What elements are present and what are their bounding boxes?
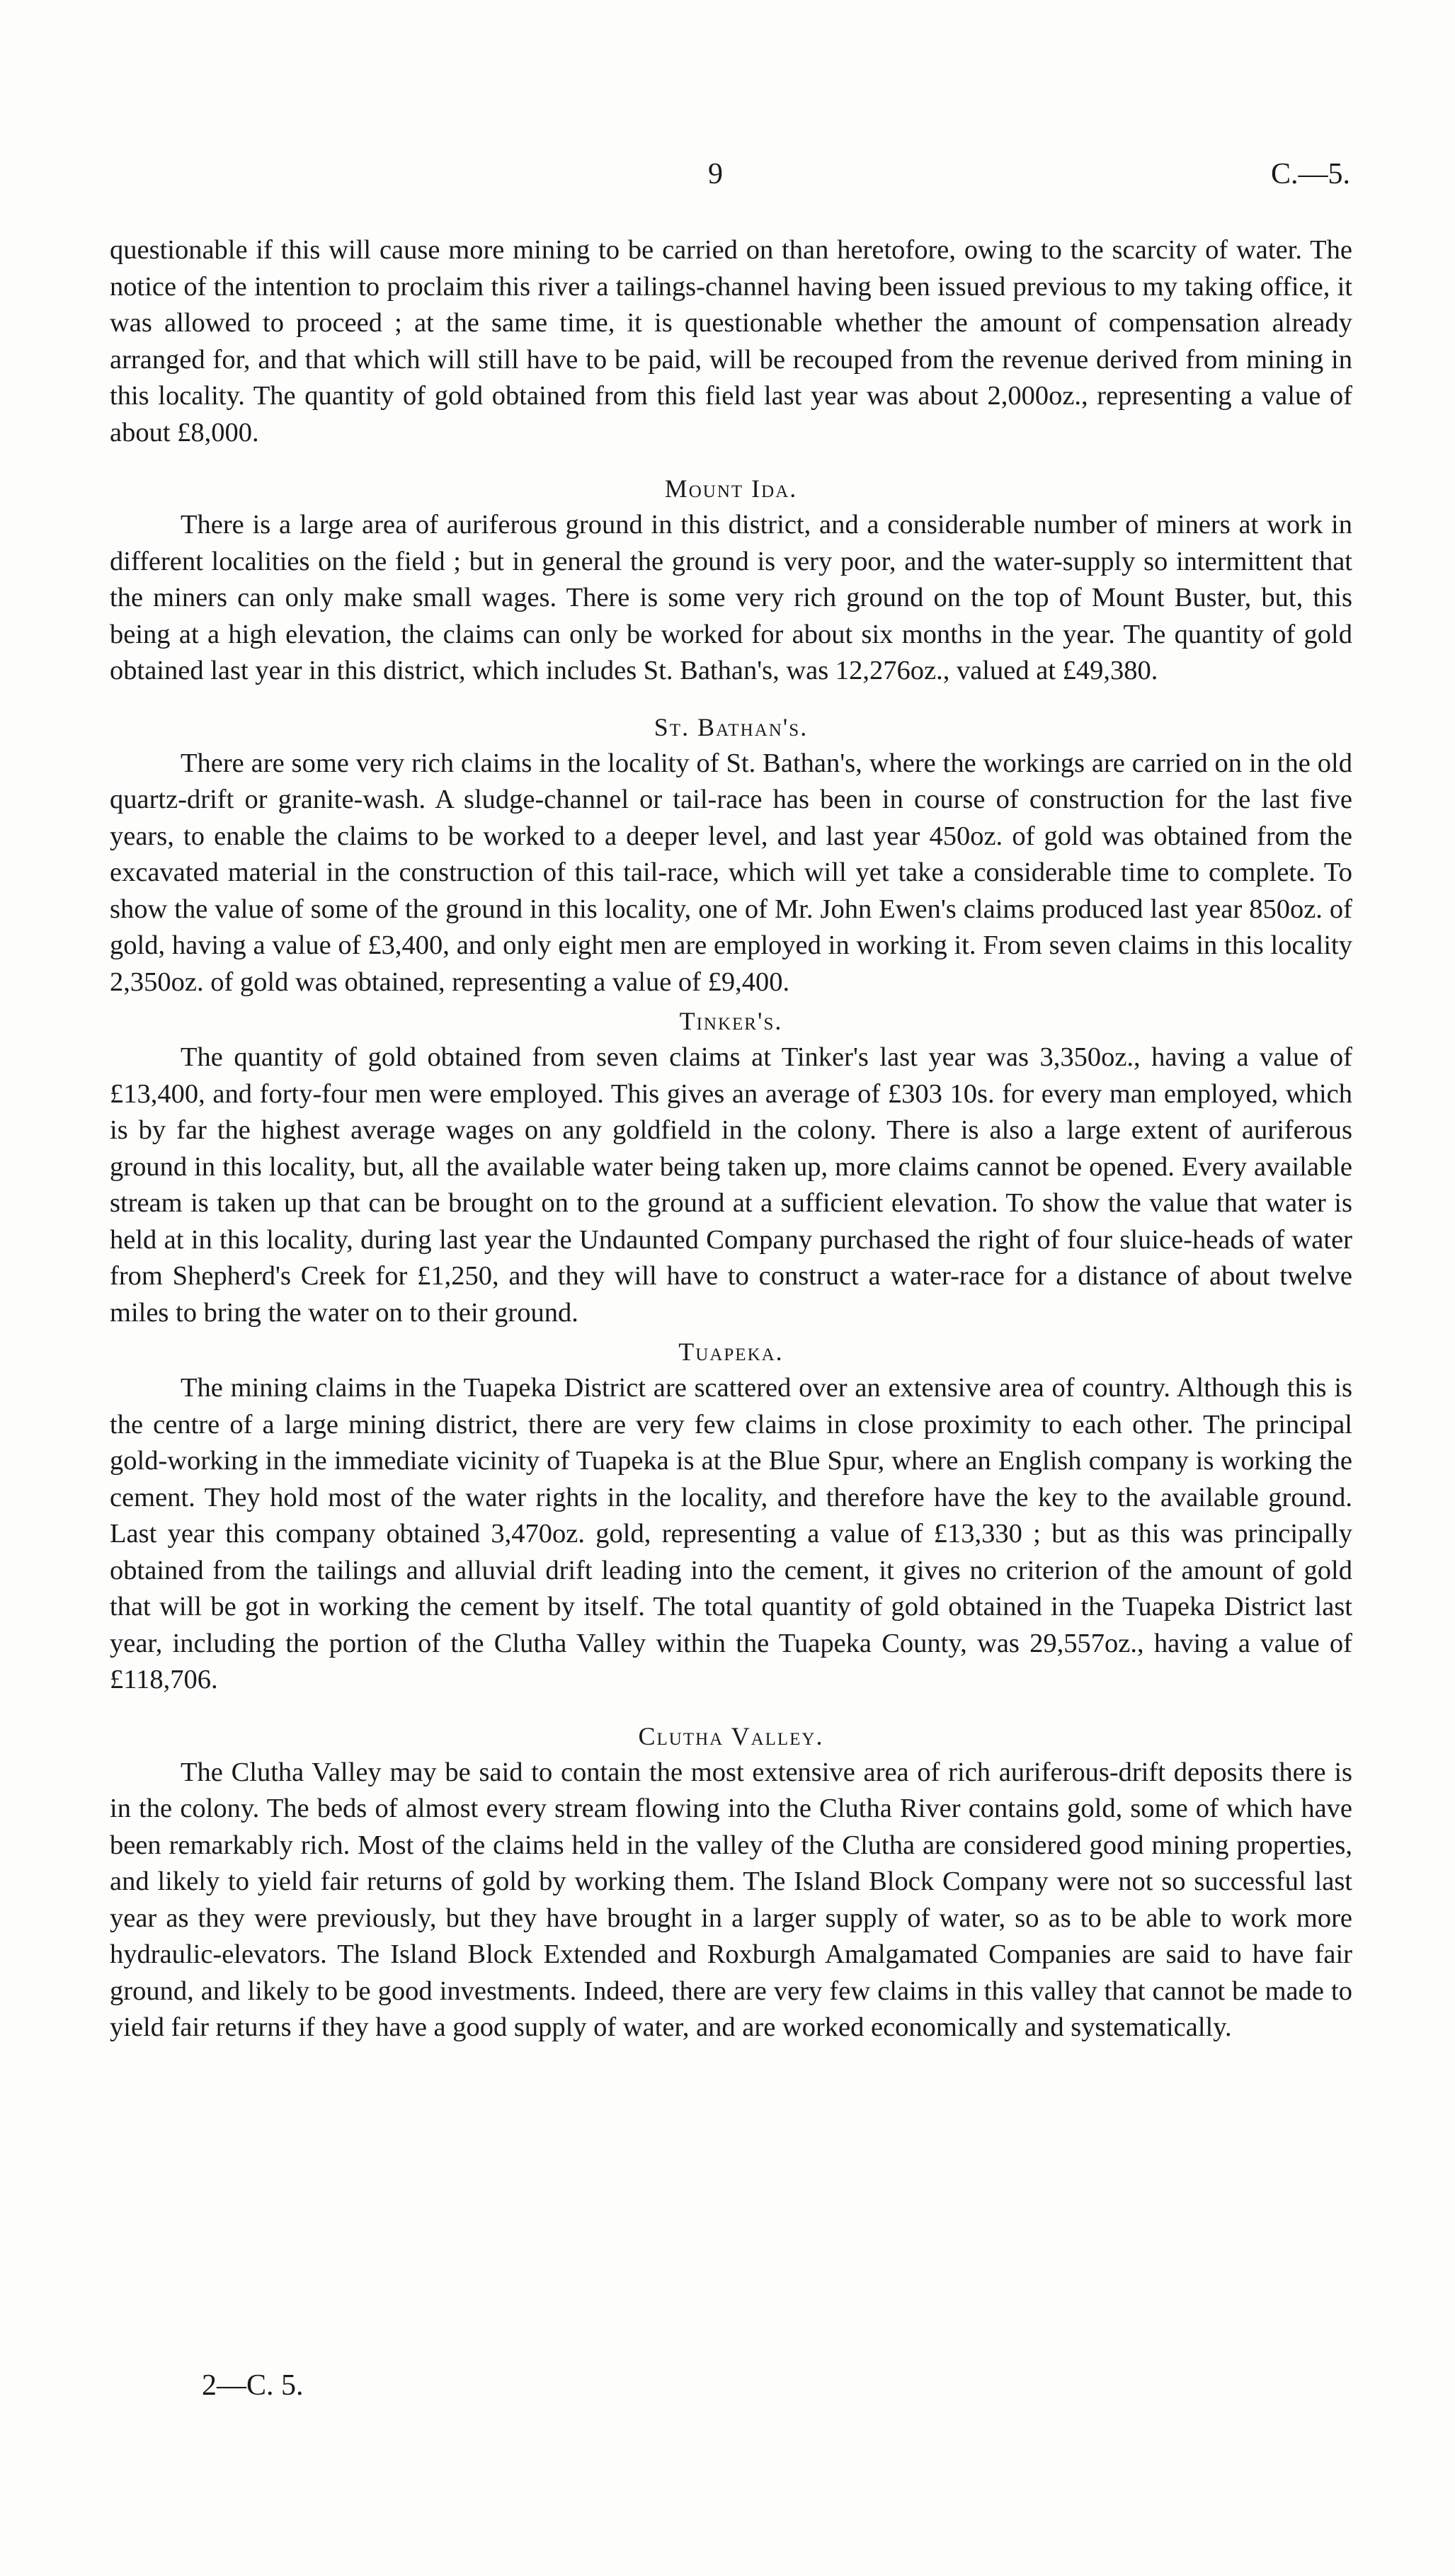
section-heading-clutha-valley: Clutha Valley. [638,1721,824,1750]
footer-signature-reference: 2—C. 5. [202,2369,304,2402]
section-heading-tinkers: Tinker's. [679,1007,783,1035]
section-heading-tuapeka: Tuapeka. [678,1338,784,1366]
section-text-tinkers: The quantity of gold obtained from seven claims at Tinker's last year was 3,350oz., having a value of £13,400, and forty-four men were employed. This gives an average of £303 10s. for every man employed, which is by far the highest average wages on any goldfield in the colony. There is also a large extent of auriferous ground in this locality, but, all the available water being taken up, more claims cannot be opened. Every available stream is taken up that can be brought on to the ground at a sufficient elevation. To show the value that water is held at in this locality, during last year the Undaunted Company purchased the right of four sluice-heads of water from Shepherd's Creek for £1,250, and they will have to construct a water-race for a distance of about twelve miles to bring the water on to their ground. [110,1042,1352,1328]
intro-paragraph: questionable if this will cause more mining to be carried on than heretofore, owing to the scarcity of water. The notice of the intention to proclaim this river a tailings-channel having been issued previous to my taking office, it was allowed to proceed ; at the same time, it is questionable whether the amount of compensation already arranged for, and that which will still have to be paid, will be recouped from the revenue derived from mining in this locality. The quantity of gold obtained from this field last year was about 2,000oz., representing a value of about £8,000. [110,235,1352,448]
document-reference: C.—5. [1270,158,1350,190]
section-text-clutha-valley: The Clutha Valley may be said to contain the most extensive area of rich auriferous-drift deposits there is in the colony. The beds of almost every stream flowing into the Clutha River contains gold, some of which have been remarkably rich. Most of the claims held in the valley of the Clutha are considered good mining properties, and likely to yield fair returns of gold by working them. The Island Block Company were not so successful last year as they were previously, but they have brought in a larger supply of water, so as to be able to work more hydraulic-elevators. The Island Block Extended and Roxburgh Amalgamated Companies are said to have fair ground, and likely to be good investments. Indeed, there are very few claims in this valley that cannot be made to yield fair returns if they have a good supply of water, and are worked economically and systematically. [110,1757,1352,2042]
page-number: 9 [708,158,723,190]
section-heading-mount-ida: Mount Ida. [664,474,798,503]
section-text-tuapeka: The mining claims in the Tuapeka District are scattered over an extensive area of country. Although this is the centre of a large mining district, there are very few claims in close proximity to each other. The principal gold-working in the immediate vicinity of Tuapeka is at the Blue Spur, where an English company is working the cement. They hold most of the water rights in the locality, and therefore have the key to the available ground. Last year this company obtained 3,470oz. gold, representing a value of £13,330 ; but as this was principally obtained from the tailings and alluvial drift leading into the cement, it gives no criterion of the amount of gold that will be got in working the cement by itself. The total quantity of gold obtained in the Tuapeka District last year, including the portion of the Clutha Valley within the Tuapeka County, was 29,557oz., having a value of £118,706. [110,1373,1352,1694]
document-body [110,232,1352,2046]
section-text-mount-ida: There is a large area of auriferous ground in this district, and a considerable number of miners at work in different localities on the field ; but in general the ground is very poor, and the water-supply so intermittent that the miners can only make small wages. There is some very rich ground on the top of Mount Buster, but, this being at a high elevation, the claims can only be worked for about six months in the year. The quantity of gold obtained last year in this district, which includes St. Bathan's, was 12,276oz., valued at £49,380. [110,510,1352,685]
section-text-st-bathans: There are some very rich claims in the locality of St. Bathan's, where the workings are carried on in the old quartz-drift or granite-wash. A sludge-channel or tail-race has been in course of construction for the last five years, to enable the claims to be worked to a deeper level, and last year 450oz. of gold was obtained from the excavated material in the construction of this tail-race, which will yet take a considerable time to complete. To show the value of some of the ground in this locality, one of Mr. John Ewen's claims produced last year 850oz. of gold, having a value of £3,400, and only eight men are employed in working it. From seven claims in this locality 2,350oz. of gold was obtained, representing a value of £9,400. [110,748,1352,997]
section-heading-st-bathans: St. Bathan's. [654,712,809,741]
page-header [0,157,1455,207]
